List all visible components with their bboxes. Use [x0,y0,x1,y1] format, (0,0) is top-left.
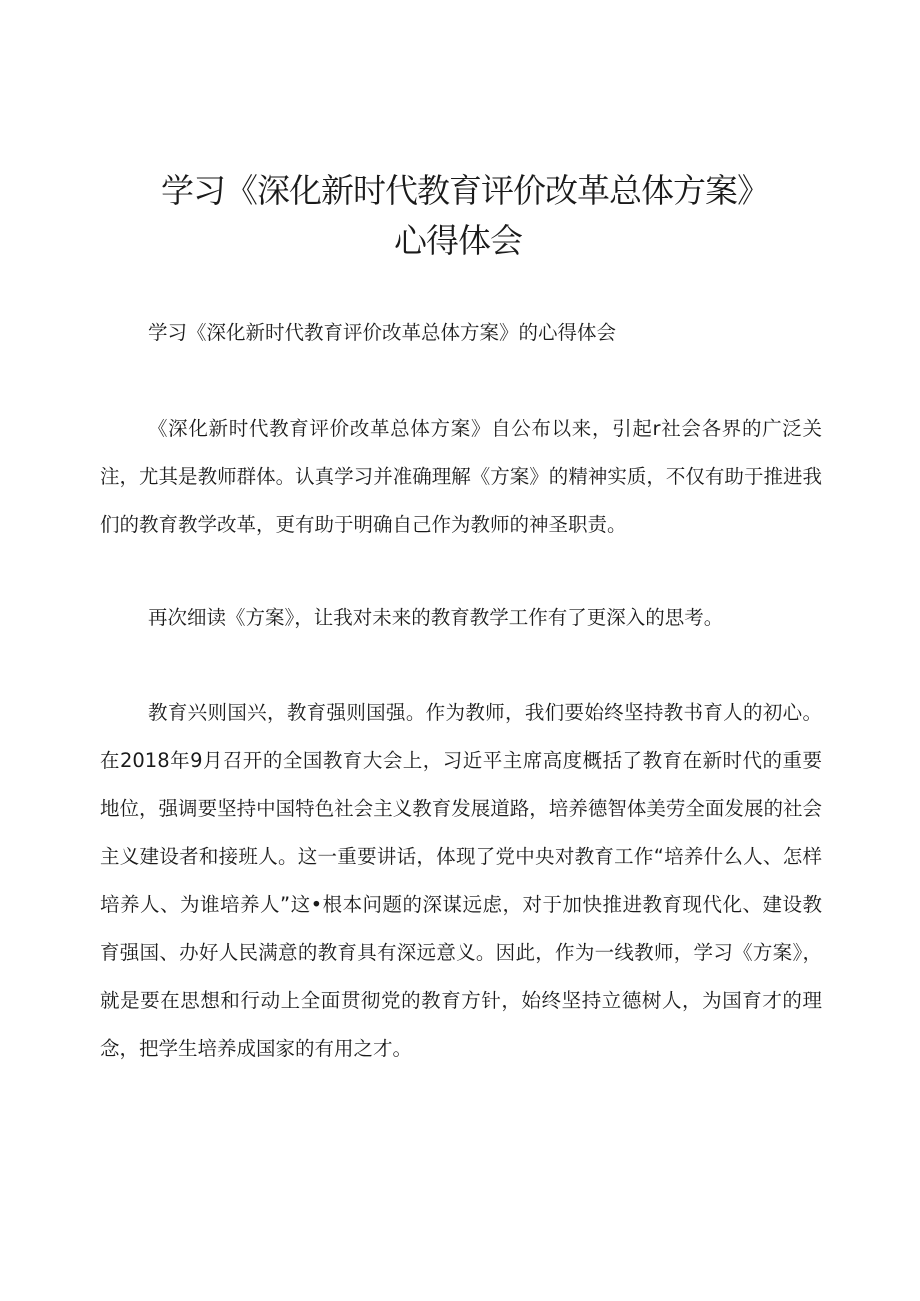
document-subtitle: 学习《深化新时代教育评价改革总体方案》的心得体会 [148,321,617,344]
document-title-line-1: 学习《深化新时代教育评价改革总体方案》 [161,171,769,210]
paragraph-2: 再次细读《方案》，让我对未来的教育教学工作有了更深入的思考。 [148,606,724,629]
paragraph-3: 教育兴则国兴，教育强则国强。作为教师，我们要始终坚持教书育人的初心。在2018年9月召开的全国教育大会上，习近平主席高度概括了教育在新时代的重要地位，强调要坚持中国特色社会主义教育发展道路，培养德智体美劳全面发展的社会主义建设者和接班人。这一重要讲话，体现了党中央对教育工作“培养什么人、怎样培养人、为谁培养人”这•根本问题的深谋远虑，对于加快推进教育现代化、建设教育强国、办好人民满意的教育具有深远意义。因此，作为一线教师，学习《方案》，就是要在思想和行动上全面贯彻党的教育方针，始终坚持立德树人，为国育才的理念，把学生培养成国家的有用之才。 [100,701,822,1060]
document-title-line-2: 心得体会 [394,221,522,260]
paragraph-1: 《深化新时代教育评价改革总体方案》自公布以来，引起r社会各界的广泛关注，尤其是教师群体。认真学习并准确理解《方案》的精神实质，不仅有助于推进我们的教育教学改革，更有助于明确自己作为教师的神圣职责。 [100,417,822,536]
